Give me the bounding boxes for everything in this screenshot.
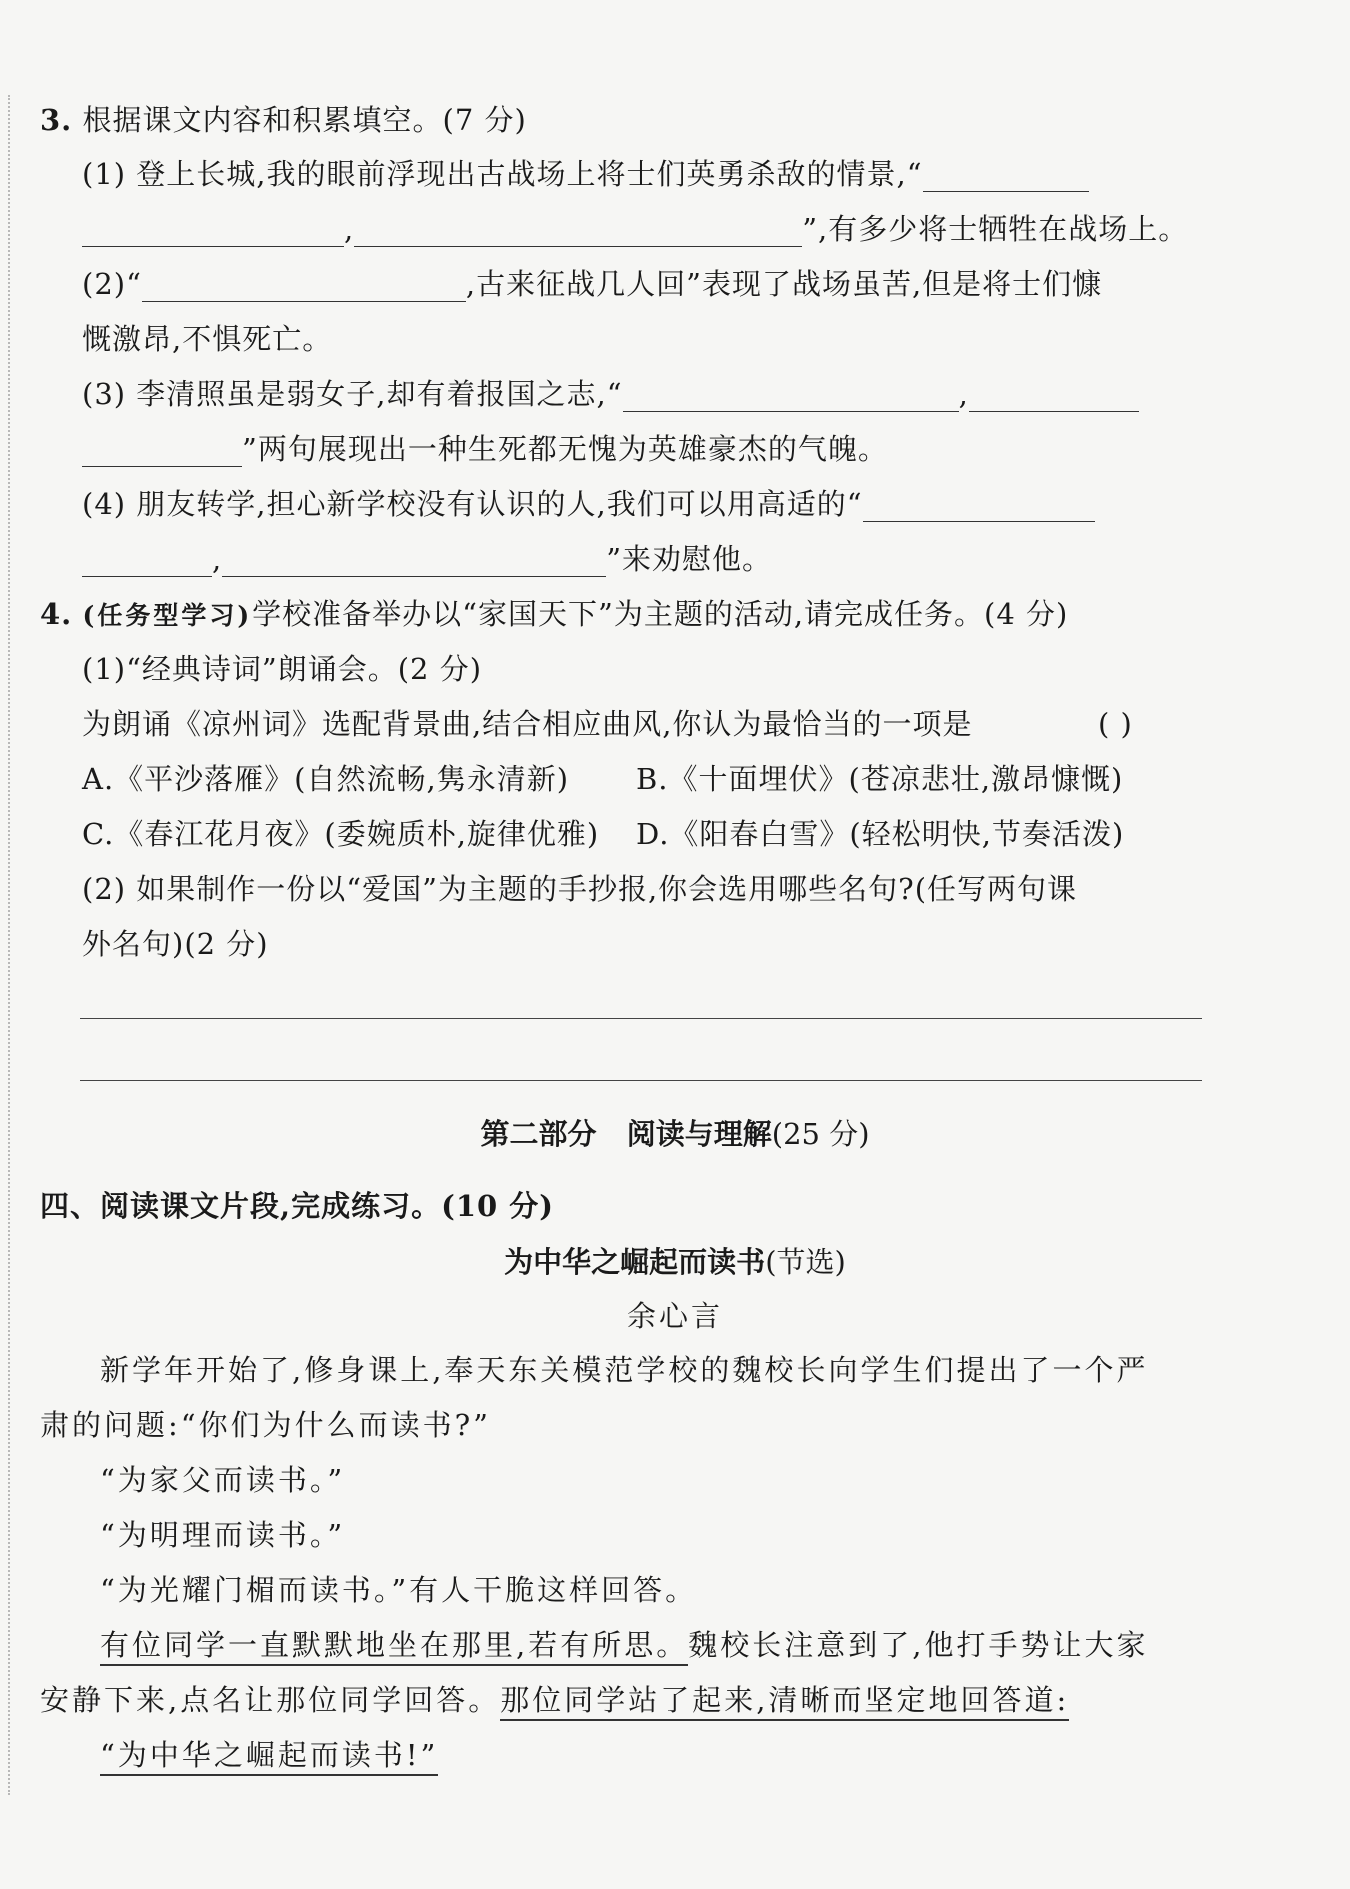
blank-field[interactable]	[82, 438, 242, 467]
q4-stem: 学校准备举办以“家国天下”为主题的活动,请完成任务。(4 分)	[252, 597, 1069, 631]
blank-field[interactable]	[863, 493, 1095, 522]
q3-stem: 根据课文内容和积累填空。(7 分)	[82, 103, 527, 137]
q3-part2-start: (2)“	[82, 267, 142, 301]
q3-stem-line	[40, 102, 527, 138]
blank-field[interactable]	[222, 548, 606, 577]
option-d: D.《阳春白雪》(轻松明快,节奏活泼)	[636, 817, 1125, 851]
para2-text: 魏校长注意到了,他打手势让大家	[688, 1628, 1149, 1662]
article-title-line	[0, 1244, 1350, 1280]
blank-field[interactable]	[354, 218, 802, 247]
underlined-sentence: 有位同学一直默默地坐在那里,若有所思。	[100, 1628, 688, 1666]
q3-part1-line1	[82, 156, 1089, 192]
answer-quote-4	[100, 1737, 438, 1773]
para2-line1	[100, 1627, 1148, 1663]
q4-number: 4.	[40, 597, 73, 631]
part-two-label: 第二部分	[480, 1117, 597, 1151]
option-a: A.《平沙落雁》(自然流畅,隽永清新)	[82, 762, 570, 796]
answer-quote-3: “为光耀门楣而读书。”有人干脆这样回答。	[100, 1573, 698, 1607]
q3-part2-end: 慨激昂,不惧死亡。	[82, 322, 333, 356]
option-b: B.《十面埋伏》(苍凉悲壮,激昂慷慨)	[636, 762, 1124, 796]
blank-field[interactable]	[969, 383, 1139, 412]
answer-line[interactable]	[80, 1018, 1202, 1019]
section-four-heading: 四、阅读课文片段,完成练习。(10 分)	[40, 1189, 554, 1223]
punct-comma: ,	[958, 377, 969, 411]
underlined-sentence: 那位同学站了起来,清晰而坚定地回答道:	[500, 1683, 1069, 1721]
q4-sub1-question: 为朗诵《凉州词》选配背景曲,结合相应曲风,你认为最恰当的一项是	[82, 707, 973, 741]
article-author: 余心言	[626, 1299, 723, 1333]
answer-quote-1: “为家父而读书。”	[100, 1463, 346, 1497]
blank-field[interactable]	[82, 218, 344, 247]
part-two-score: (25 分)	[771, 1117, 870, 1151]
binding-margin-line	[8, 95, 10, 1795]
q3-part3-end: ”两句展现出一种生死都无愧为英雄豪杰的气魄。	[242, 432, 888, 466]
answer-line[interactable]	[80, 1080, 1202, 1081]
article-title: 为中华之崛起而读书	[504, 1245, 766, 1279]
q3-part3-line2	[82, 431, 888, 467]
q3-part2-line2	[82, 321, 332, 357]
q4-sub1: (1)“经典诗词”朗诵会。(2 分)	[82, 652, 483, 686]
q3-number: 3.	[40, 103, 73, 137]
q3-part4-line1	[82, 486, 1095, 522]
q3-part2-text: ,古来征战几人回”表现了战场虽苦,但是将士们慷	[465, 267, 1103, 301]
part-two-subtitle: 阅读与理解	[626, 1117, 772, 1151]
option-c: C.《春江花月夜》(委婉质朴,旋律优雅)	[82, 817, 600, 851]
part-two-title	[0, 1116, 1350, 1152]
para2-text: 安静下来,点名让那位同学回答。	[40, 1683, 501, 1717]
para1-line2: 肃的问题:“你们为什么而读书?”	[40, 1408, 491, 1442]
blank-field[interactable]	[623, 383, 959, 412]
q3-part3-text: (3) 李清照虽是弱女子,却有着报国之志,“	[82, 377, 623, 411]
q4-sub2-line2: 外名句)(2 分)	[82, 927, 269, 961]
q4-sub2-line1: (2) 如果制作一份以“爱国”为主题的手抄报,你会选用哪些名句?(任写两句课	[82, 872, 1078, 906]
q3-part4-line2	[82, 541, 772, 577]
q3-part1-end: ”,有多少将士牺牲在战场上。	[802, 212, 1189, 246]
answer-paren[interactable]: ( )	[1098, 707, 1133, 741]
q4-task-tag: (任务型学习)	[82, 601, 253, 630]
punct-comma: ,	[344, 212, 355, 246]
q3-part3-line1	[82, 376, 1139, 412]
q4-stem-line	[40, 596, 1068, 634]
q3-part4-text: (4) 朋友转学,担心新学校没有认识的人,我们可以用高适的“	[82, 487, 863, 521]
punct-comma: ,	[212, 542, 223, 576]
underlined-sentence: “为中华之崛起而读书!”	[100, 1738, 438, 1776]
blank-field[interactable]	[82, 548, 212, 577]
para1-line1: 新学年开始了,修身课上,奉天东关模范学校的魏校长向学生们提出了一个严	[100, 1353, 1149, 1387]
q3-part2-line1	[82, 266, 1102, 302]
answer-quote-2: “为明理而读书。”	[100, 1518, 346, 1552]
blank-field[interactable]	[142, 273, 466, 302]
para2-line2	[40, 1682, 1069, 1718]
blank-field[interactable]	[923, 163, 1089, 192]
q3-part1-text: (1) 登上长城,我的眼前浮现出古战场上将士们英勇杀敌的情景,“	[82, 157, 923, 191]
q3-part4-end: ”来劝慰他。	[606, 542, 773, 576]
q3-part1-line2	[82, 211, 1188, 247]
article-note: (节选)	[765, 1245, 846, 1279]
